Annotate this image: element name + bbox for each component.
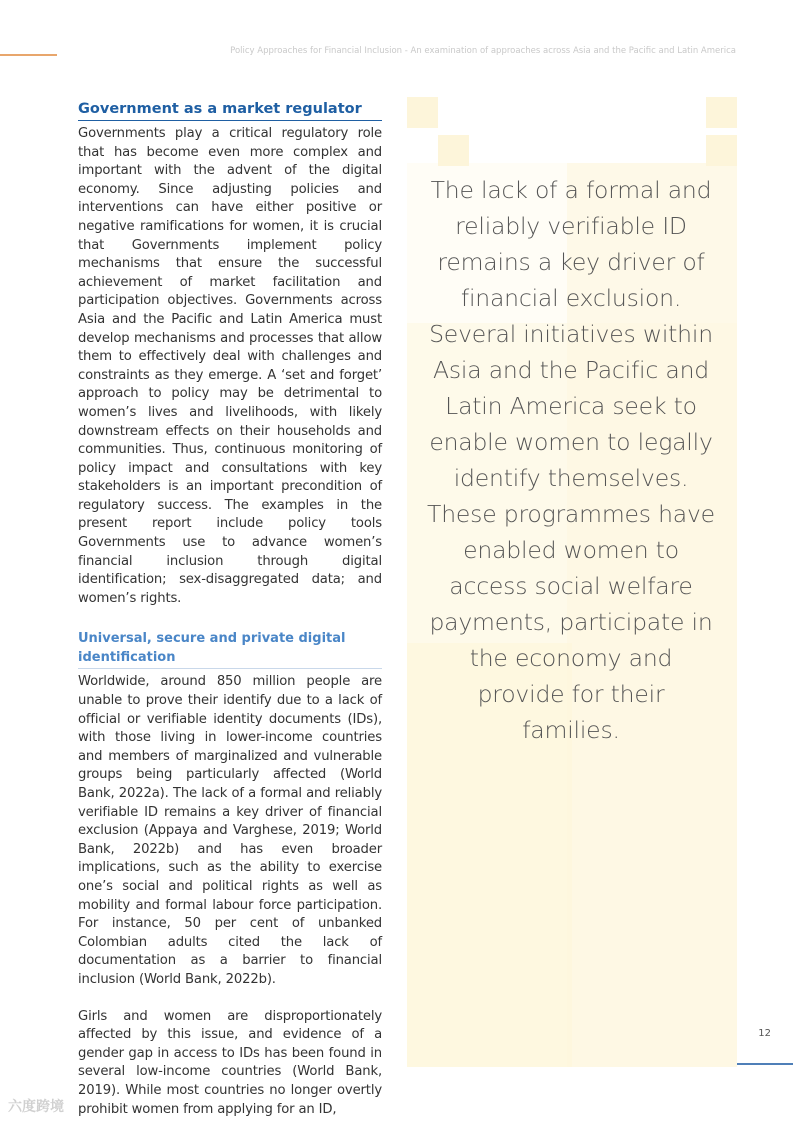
page-number: 12 <box>758 1028 771 1039</box>
section-paragraph: Governments play a critical regulatory role that has become even more complex and important with the advent of the digital economy. Since adjusting policies and interventions can have either positive or negative ramifications for women, it is crucial that Governments implement policy mechanisms that ensure the successful achievement of market facilitation and participation objectives. Governments across Asia and the Pacific and Latin America must develop mechanisms and processes that allow them to effectively deal with challenges and constraints as they emerge. A ‘set and forget’ approach to policy may be detrimental to women’s lives and livelihoods, with likely downstream effects on their households and communities. Thus, continuous monitoring of policy impact and consultations with key stakeholders is an important precondition of regulatory success. The examples in the present report include policy tools Governments use to advance women’s financial inclusion through digital identification; sex-disaggregated data; and women’s rights. <box>78 126 382 606</box>
decorative-square <box>407 97 438 128</box>
top-accent-rule <box>0 54 57 56</box>
pull-quote-text: The lack of a formal and reliably verifiable ID remains a key driver of financial exclusion. Several initiatives within Asia and the Pacific and Latin America seek to enable women to legally identify themselves. These programmes have enabled women to access social welfare payments, participate in the economy and provide for their families. <box>427 176 715 744</box>
main-column <box>78 100 382 1119</box>
subsection-paragraph-2: Girls and women are disproportionately affected by this issue, and evidence of a gender gap in access to IDs has been found in several low-income countries (World Bank, 2019). While most countries no longer overtly prohibit women from applying for an ID, <box>78 1008 382 1117</box>
section-title: Government as a market regulator <box>78 100 382 121</box>
subsection-title: Universal, secure and private digital identification <box>78 629 382 669</box>
subsection-paragraph-1: Worldwide, around 850 million people are unable to prove their identify due to a lack of official or verifiable identity documents (IDs), with those living in lower-income countries and members of marginalized and vulnerable groups being particularly affected (World Bank, 2022a). The lack of a formal and reliably verifiable ID remains a key driver of financial exclusion (Appaya and Varghese, 2019; World Bank, 2022b) and has even broader implications, such as the ability to exercise one’s social and political rights as well as mobility and formal labour force participation. For instance, 50 per cent of unbanked Colombian adults cited the lack of documentation as a barrier to financial inclusion (World Bank, 2022b). <box>78 674 382 987</box>
bottom-accent-rule <box>737 1063 793 1065</box>
running-header: Policy Approaches for Financial Inclusion - An examination of approaches across Asia and the Pacific and Latin America <box>230 46 736 56</box>
watermark-logo: 六度跨境 <box>8 1099 64 1115</box>
decorative-square <box>706 97 737 128</box>
pull-quote-panel <box>407 97 737 1067</box>
decorative-square <box>706 135 737 166</box>
decorative-square <box>438 135 469 166</box>
